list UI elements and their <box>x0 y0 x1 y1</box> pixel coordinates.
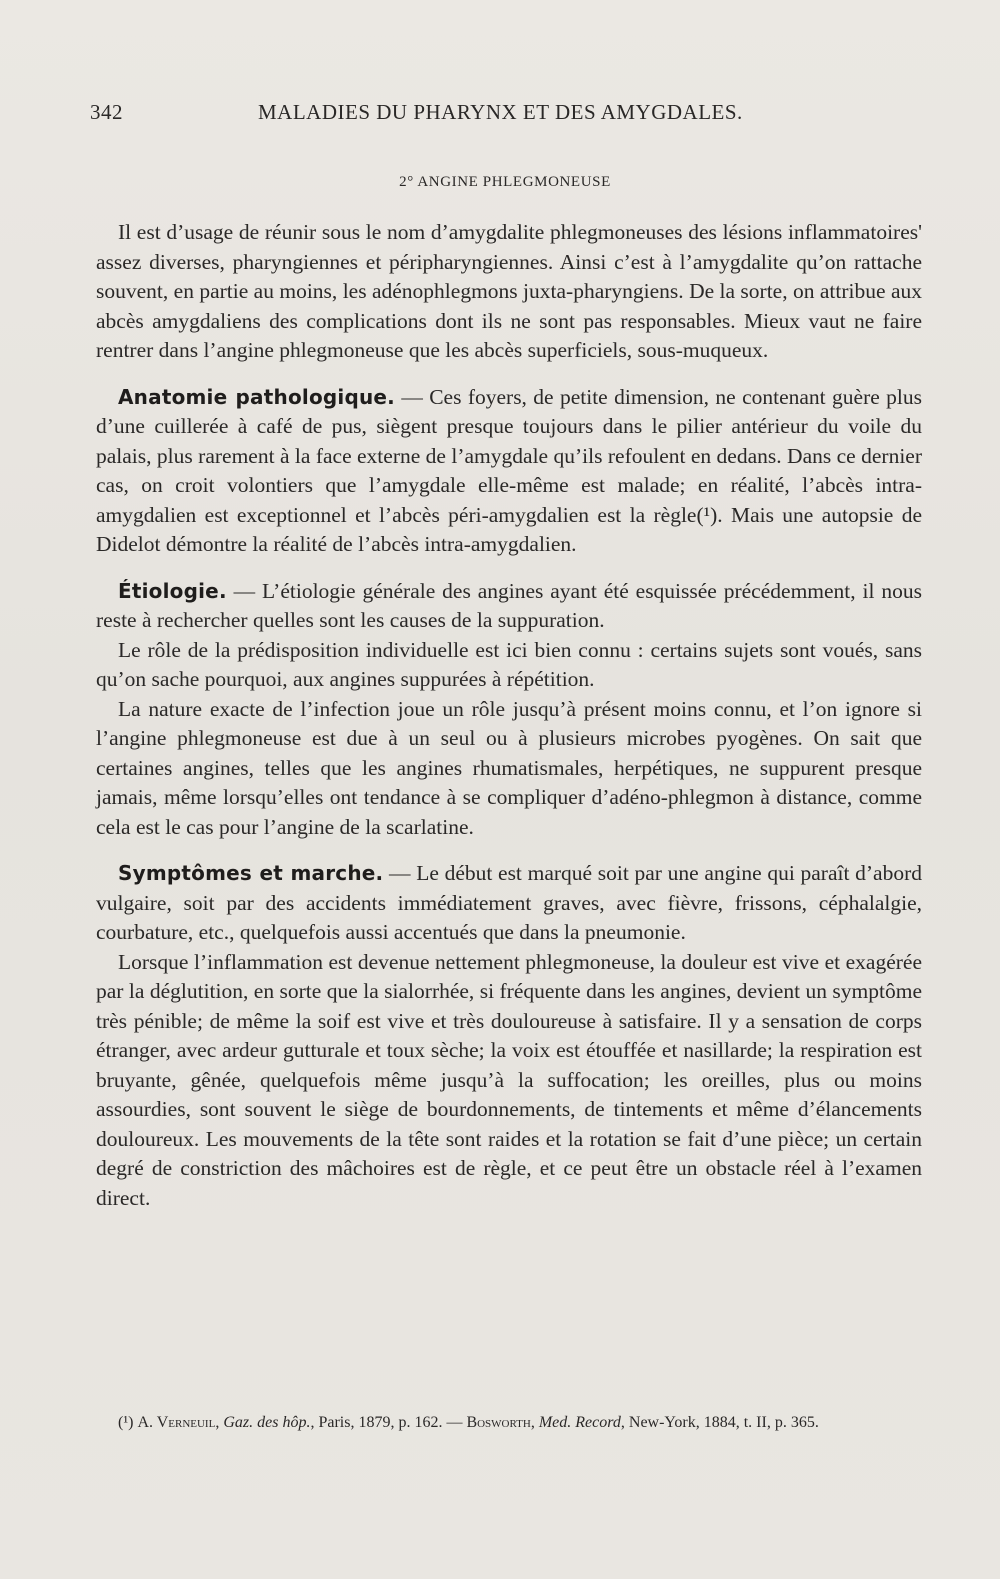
main-text <box>96 218 922 1213</box>
etiologie-paragraph-2: Le rôle de la prédisposition individuelle est ici bien connu : certains sujets sont voués, sans qu’on sache pourquoi, aux angines suppurées à répétition. <box>96 637 922 691</box>
etiologie-text: — L’étiologie générale des angines ayant été esquissée précédemment, il nous reste à rechercher quelles sont les causes de la suppuration. <box>96 578 922 632</box>
etiologie-paragraph <box>96 577 922 636</box>
intro-paragraph: Il est d’usage de réunir sous le nom d’amygdalite phlegmoneuses des lésions inflammatoires' assez diverses, pharyngiennes et péripharyngiennes. Ainsi c’est à l’amygdalite qu’on rattache souvent, en partie au moins, les adénophlegmons juxta-pharyngiens. De la sorte, on attribue aux abcès amygdaliens des complications dont ils ne sont pas responsables. Mieux vaut ne faire rentrer dans l’angine phlegmoneuse que les abcès superficiels, sous-muqueux. <box>96 220 922 362</box>
symptomes-heading: Symptômes et marche. <box>118 861 384 885</box>
footnote-author-1: A. Verneuil, <box>137 1414 220 1431</box>
footnote-detail-2: , New-York, 1884, t. II, p. 365. <box>620 1414 819 1431</box>
anatomie-heading: Anatomie pathologique. <box>118 384 395 409</box>
footnote-source-1: Gaz. des hôp. <box>223 1414 311 1431</box>
page-number: 342 <box>90 100 123 124</box>
footnote-detail-1: , Paris, 1879, p. 162. — <box>310 1414 467 1431</box>
etiologie-heading: Étiologie. <box>118 578 227 603</box>
footnote <box>96 1412 922 1434</box>
etiologie-paragraph-3: La nature exacte de l’infection joue un rôle jusqu’à présent moins connu, et l’on ignore si l’angine phlegmoneuse est due à un seul ou à plusieurs microbes pyogènes. On sait que certaines angines, telles que les angines rhumatismales, herpétiques, ne suppurent presque jamais, même lorsqu’elles ont tendance à se compliquer d’adéno-phlegmon à distance, comme cela est le cas pour l’angine de la scarlatine. <box>96 696 922 839</box>
running-title: MALADIES DU PHARYNX ET DES AMYGDALES. <box>258 100 743 124</box>
anatomie-text: — Ces foyers, de petite dimension, ne contenant guère plus d’une cuillerée à café de pus, siègent presque toujours dans le pilier antérieur du voile du palais, plus rarement à la face externe de l’amygdale qu’ils refoulent en dedans. Dans ce dernier cas, on croit volontiers que l’amygdale elle-même est malade; en réalité, l’abcès intra-amygdalien est exceptionnel et l’abcès péri-amygdalien est la règle(¹). Mais une autopsie de Didelot démontre la réalité de l’abcès intra-amygdalien. <box>96 384 922 556</box>
symptomes-paragraph <box>96 859 922 948</box>
footnote-author-2: Bosworth, <box>466 1414 535 1431</box>
footnote-source-2: Med. Record <box>538 1414 621 1431</box>
footnote-marker: (¹) <box>118 1414 134 1431</box>
anatomie-paragraph <box>96 383 922 560</box>
section-title: 2° ANGINE PHLEGMONEUSE <box>399 174 611 190</box>
symptomes-paragraph-2: Lorsque l’inflammation est devenue nettement phlegmoneuse, la douleur est vive et exagérée par la déglutition, en sorte que la sialorrhée, si fréquente dans les angines, devient un symptôme très pénible; de même la soif est vive et très douloureuse à satisfaire. Il y a sensation de corps étranger, avec ardeur gutturale et toux sèche; la voix est étouffée et nasillarde; la respiration est bruyante, gênée, quelquefois même jusqu’à la suffocation; les oreilles, plus ou moins assourdies, sont souvent le siège de bourdonnements, de tintements et même d’élancements douloureux. Les mouvements de la tête sont raides et la rotation se fait d’une pièce; un certain degré de constriction des mâchoires est de règle, et ce peut être un obstacle réel à l’examen direct. <box>96 949 922 1210</box>
symptomes-text: — Le début est marqué soit par une angine qui paraît d’abord vulgaire, soit par des accidents immédiatement graves, avec fièvre, frissons, céphalalgie, courbature, etc., quelquefois aussi accentués que dans la pneumonie. <box>96 861 922 944</box>
